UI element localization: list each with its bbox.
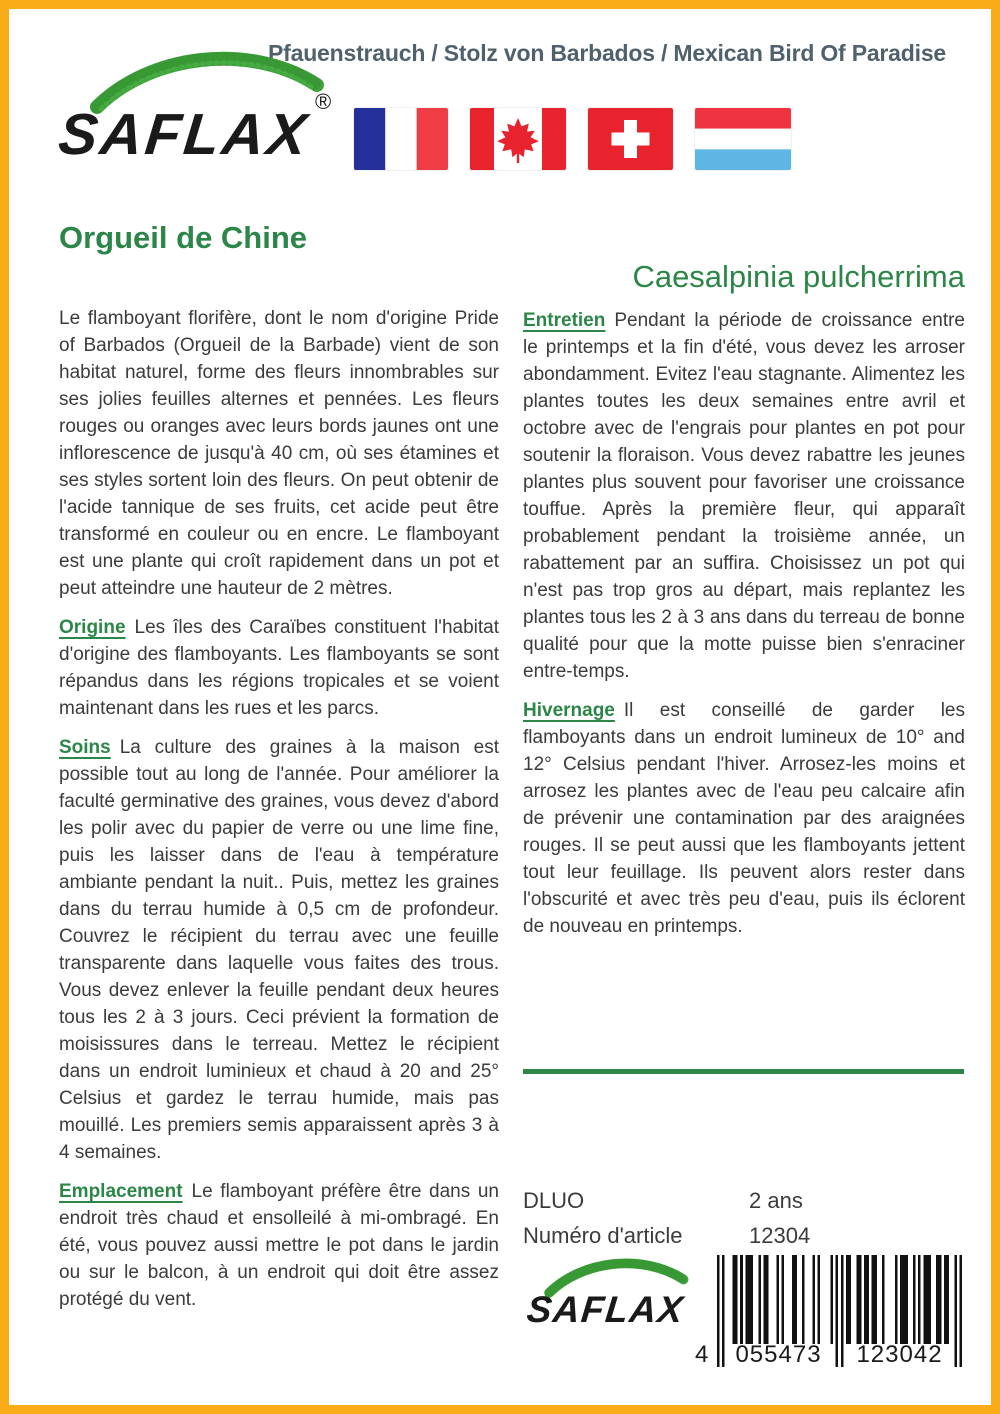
section-text-hivernage: Il est conseillé de garder les flamboyants dans un endroit lumineux de 10° and 12° Celsius pendant l'hiver. Arrosez-les moins et arrosez les plantes avec de l'eau peu calcaire afin de prévenir une contamination par des araignées rouges. Il se peut aussi que les flamboyants jettent tout leur feuillage. Ils peuvent alors rester dans l'obscurité et avec très peu d'eau, puis ils éclorent de nouveau en printemps. <box>523 700 965 937</box>
left-column <box>59 305 499 1325</box>
country-flags <box>354 108 791 170</box>
product-info <box>523 1185 965 1252</box>
section-heading-origine: Origine <box>59 617 126 638</box>
flag-france-icon <box>354 108 448 170</box>
barcode-prefix-digit: 4 <box>695 1341 710 1368</box>
section-heading-entretien: Entretien <box>523 310 606 331</box>
right-column <box>523 259 965 952</box>
section-soins <box>59 734 499 1166</box>
brand-name: SAFLAX <box>55 102 313 167</box>
section-text-origine: Les îles des Caraïbes constituent l'habitat d'origine des flamboyants. Les flamboyants se sont répandus dans les régions tropicales et se voient maintenant dans les rues et les parcs. <box>59 617 499 719</box>
barcode <box>697 1255 967 1375</box>
flag-switzerland-icon <box>588 108 673 170</box>
botanical-name-title: Caesalpinia pulcherrima <box>632 259 965 294</box>
registered-trademark: ® <box>315 89 332 114</box>
saflax-logo-small <box>524 1251 717 1361</box>
section-text-entretien: Pendant la période de croissance entre le printemps et la fin d'été, vous devez les arroser abondamment. Evitez l'eau stagnante. Alimentez les plantes toutes les deux semaines entre avril et octobre avec de l'engrais pour plantes en pot pour soutenir la floraison. Vous devez rabattre les jeunes plantes plus souvent pour favoriser une croissance touffue. Après la première fleur, qui apparaît probablement pendant la troisième année, un rabattement par an suffira. Choisissez un pot qui n'est pas trop gros au départ, mais replantez les plantes tous les 2 à 3 ans dans du terreau de bonne qualité pour que la motte puisse bien s'enraciner entre-temps. <box>523 310 965 682</box>
section-heading-soins: Soins <box>59 737 111 758</box>
divider-line <box>523 1069 964 1074</box>
section-text-emplacement: Le flamboyant préfère être dans un endroit très chaud et ensolleilé à mi-ombragé. En été, vous pouvez aussi mettre le pot dans le jardin ou sur le balcon, à un endroit qui doit être assez protégé du vent. <box>59 1181 499 1310</box>
section-entretien <box>523 307 965 685</box>
article-number-label: Numéro d'article <box>523 1223 683 1248</box>
brand-name: SAFLAX <box>524 1289 687 1330</box>
flag-luxembourg-icon <box>695 108 791 170</box>
section-heading-emplacement: Emplacement <box>59 1181 183 1202</box>
section-hivernage <box>523 697 965 940</box>
page-title: Orgueil de Chine <box>59 220 308 255</box>
section-emplacement <box>59 1178 499 1313</box>
barcode-right-digits: 123042 <box>856 1341 943 1368</box>
article-number-value: 12304 <box>749 1223 811 1248</box>
section-text-soins: La culture des graines à la maison est possible tout au long de l'année. Pour améliorer la faculté germinative des graines, vous devez d'abord les polir avec du papier de verre ou une lime fine, puis les laisser dans de l'eau à température ambiante pendant la nuit.. Puis, mettez les graines dans du terrau humide à 0,5 cm de profondeur. Couvrez le récipient du terrau avec une feuille transparente dans laquelle vous faites des trous. Vous devez enlever la feuille pendant deux heures tous les 2 à 3 jours. Ceci prévient la formation de moisissures dans le terreau. Mettez le récipient dans un endroit luminieux et chaud à 20 and 25° Celsius et gardez le terrau humide, mais pas mouillé. Les premiers semis apparaissent après 3 à 4 semaines. <box>59 737 499 1163</box>
product-names-header: Pfauenstrauch / Stolz von Barbados / Mexican Bird Of Paradise <box>268 40 946 66</box>
flag-canada-icon <box>470 108 566 170</box>
section-heading-hivernage: Hivernage <box>523 700 615 721</box>
dluo-label: DLUO <box>523 1188 585 1213</box>
intro-paragraph: Le flamboyant florifère, dont le nom d'origine Pride of Barbados (Orgueil de la Barbade) vient de son habitat naturel, forme des fleurs innombrables sur ses jolies feuilles alternes et pennées. Les fleurs rouges ou oranges avec leurs bords jaunes ont une inflorescence de jusqu'à 40 cm, où ses étamines et ses styles sortent loin des fleurs. On peut obtenir de l'acide tannique de ses fruits, cet acide peut être transformé en couleur ou en encre. Le flamboyant est une plante qui croît rapidement dans un pot et peut atteindre une hauteur de 2 mètres. <box>59 308 499 599</box>
saflax-logo <box>57 37 347 187</box>
section-origine <box>59 614 499 722</box>
dluo-value: 2 ans <box>749 1188 803 1213</box>
barcode-left-digits: 055473 <box>735 1341 822 1368</box>
